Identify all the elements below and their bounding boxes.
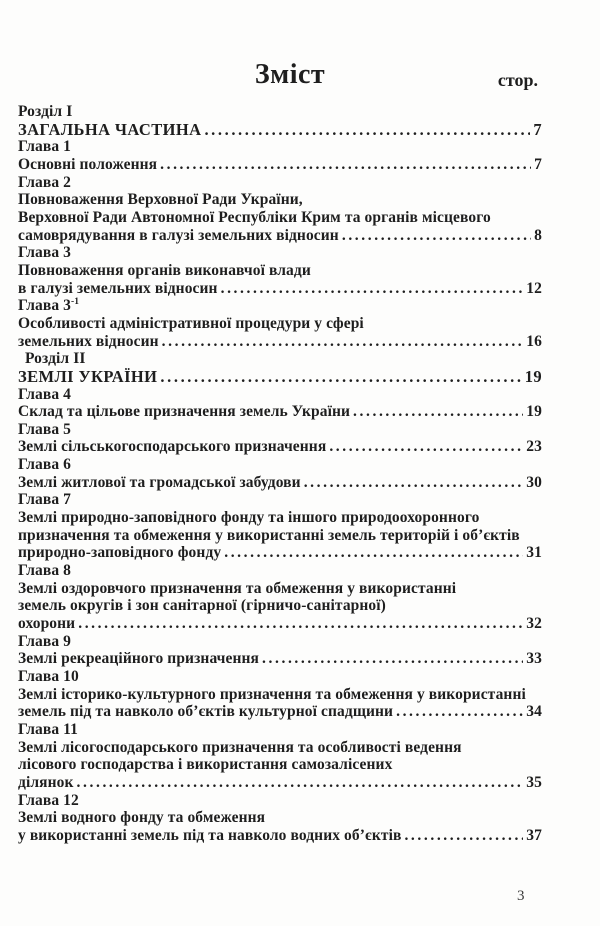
toc-line <box>18 739 542 757</box>
toc-page-number: 16 <box>526 332 542 350</box>
toc-line <box>18 792 542 810</box>
toc-page-number: 19 <box>526 403 542 421</box>
page-number: 3 <box>517 888 525 904</box>
toc-line <box>18 121 542 139</box>
toc-line-text: ЗЕМЛІ УКРАЇНИ <box>18 366 158 386</box>
toc-line-text: Глава 12 <box>18 791 79 809</box>
toc-line <box>18 721 542 739</box>
dot-leader <box>342 227 531 245</box>
toc-line-text: Верховної Ради Автономної Республіки Крим та органів місцевого <box>18 208 491 226</box>
toc-line-text: Основні положення <box>18 155 158 173</box>
toc-page-number: 23 <box>526 438 542 456</box>
toc-line <box>18 280 542 298</box>
toc-line-text: природно-заповідного фонду <box>18 544 222 562</box>
toc-line-text: Землі водного фонду та обмеження <box>18 809 266 827</box>
toc-line <box>18 650 542 668</box>
toc-line <box>18 544 542 562</box>
toc-line <box>18 809 542 827</box>
toc-page-number: 7 <box>534 155 542 173</box>
toc-line-text: охорони <box>18 615 76 633</box>
toc-line <box>18 262 542 280</box>
toc-page-number: 12 <box>526 279 542 297</box>
toc-line <box>18 827 542 845</box>
dot-leader <box>221 280 524 298</box>
toc-line-text: Глава 2 <box>18 173 72 191</box>
toc-page-number: 31 <box>526 544 542 562</box>
toc-line-text: земель округів і зон санітарної (гірничо-санітарної) <box>18 597 386 615</box>
toc-page-number: 8 <box>534 226 542 244</box>
dot-leader <box>160 156 531 174</box>
toc-line-text: Землі природно-заповідного фонду та іншого природоохоронного <box>18 509 480 527</box>
toc-line <box>18 350 542 368</box>
dot-leader <box>77 774 524 792</box>
toc-line-text: Глава 10 <box>18 668 79 685</box>
toc-line <box>18 174 542 192</box>
toc-line-text: Землі оздоровчого призначення та обмеження у використанні <box>18 579 457 597</box>
toc-page-number: 7 <box>533 119 542 139</box>
dot-leader <box>160 368 521 386</box>
toc-page-number: 30 <box>526 473 542 491</box>
toc-line <box>18 333 542 351</box>
toc-line <box>18 686 542 704</box>
toc-page-number: 34 <box>526 703 542 721</box>
toc-line-text: Землі історико-культурного призначення та обмеження у використанні <box>18 685 526 703</box>
toc-page-number: 35 <box>526 773 542 791</box>
toc-line-text: Глава 8 <box>18 562 72 580</box>
toc-line <box>18 597 542 615</box>
toc-line <box>18 615 542 633</box>
toc-line <box>18 368 542 386</box>
dot-leader <box>353 403 523 421</box>
toc-line-text: Землі рекреаційного призначення <box>18 650 260 668</box>
toc-line-text: Глава 5 <box>18 420 72 438</box>
toc-line-text: у використанні земель під та навколо водних об’єктів <box>18 826 402 844</box>
toc-line <box>18 209 542 227</box>
dot-leader <box>396 703 523 721</box>
toc-line-text: ЗАГАЛЬНА ЧАСТИНА <box>18 119 202 139</box>
toc-line <box>18 227 542 245</box>
toc-line-text: Особливості адміністративної процедури у сфері <box>18 314 364 332</box>
toc-line-text: Глава 1 <box>18 138 72 156</box>
toc-line <box>18 297 542 315</box>
toc-line <box>18 438 542 456</box>
toc-line-text: Розділ II <box>25 350 86 368</box>
toc-line-text: Повноваження Верховної Ради України, <box>18 191 303 209</box>
toc-line-text: Глава 9 <box>18 632 72 650</box>
toc-line <box>18 421 542 439</box>
toc-line-text: в галузі земельних відносин <box>18 279 218 297</box>
toc-line-text: самоврядування в галузі земельних відносин <box>18 226 339 244</box>
dot-leader <box>329 438 523 456</box>
toc-line-text: Глава 11 <box>18 720 78 738</box>
dot-leader <box>224 544 523 562</box>
toc-line-text: Землі сільськогосподарського призначення <box>18 438 327 456</box>
toc-page-number: 37 <box>526 826 542 844</box>
dot-leader <box>162 333 524 351</box>
toc-line-text: лісового господарства і використання самозалісених <box>18 756 393 774</box>
toc-page-number: 32 <box>526 615 542 633</box>
toc-line <box>18 315 542 333</box>
toc-line-text: Глава $3^{-1}$ <box>18 297 80 315</box>
toc-line <box>18 156 542 174</box>
toc-line <box>18 509 542 527</box>
dot-leader <box>78 615 523 633</box>
toc-line-text: Глава 4 <box>18 385 72 403</box>
toc-line <box>18 456 542 474</box>
page-column-label: стор. <box>497 70 538 90</box>
toc-line <box>18 491 542 509</box>
dot-leader <box>404 827 523 845</box>
toc-line <box>18 668 542 686</box>
toc-line-text: призначення та обмеження у використанні земель територій і об’єктів <box>18 526 520 544</box>
toc-page-number: 19 <box>524 366 542 386</box>
chapter-number-superscript: -1 <box>71 297 80 308</box>
toc-line-text: Землі лісогосподарського призначення та особливості ведення <box>18 738 462 756</box>
toc-line <box>18 244 542 262</box>
toc-list <box>18 103 542 845</box>
dot-leader <box>262 650 523 668</box>
toc-line-text: Розділ I <box>18 103 73 120</box>
toc-line <box>18 191 542 209</box>
toc-line-text: Землі житлової та громадської забудови <box>18 473 301 491</box>
toc-line <box>18 138 542 156</box>
toc-line <box>18 703 542 721</box>
toc-line <box>18 633 542 651</box>
toc-line-text: Повноваження органів виконавчої влади <box>18 261 311 279</box>
toc-line-text: ділянок <box>18 773 74 791</box>
toc-line-text: Склад та цільове призначення земель України <box>18 403 351 421</box>
toc-line <box>18 580 542 598</box>
toc-line <box>18 386 542 404</box>
toc-line <box>18 527 542 545</box>
toc-line <box>18 474 542 492</box>
toc-line-text: земель під та навколо об’єктів культурної спадщини <box>18 703 394 721</box>
toc-line-text: земельних відносин <box>18 332 159 350</box>
page-title: Зміст <box>254 59 326 90</box>
toc-line <box>18 562 542 580</box>
toc-line-text: Глава 6 <box>18 456 72 474</box>
toc-line <box>18 756 542 774</box>
toc-line-text: Глава 3 <box>18 244 72 262</box>
toc-line <box>18 774 542 792</box>
dot-leader <box>304 474 524 492</box>
toc-page-number: 33 <box>526 650 542 668</box>
toc-line <box>18 103 542 121</box>
dot-leader <box>204 121 530 139</box>
toc-line-text: Глава 7 <box>18 491 72 509</box>
toc-line <box>18 403 542 421</box>
